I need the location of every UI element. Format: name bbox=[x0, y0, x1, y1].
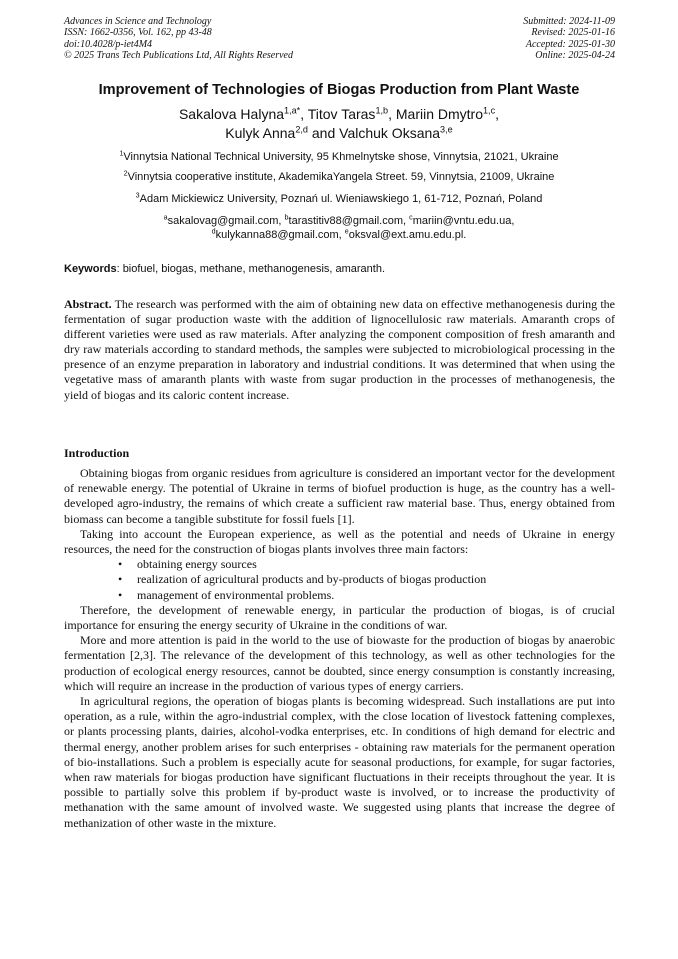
journal-name: Advances in Science and Technology bbox=[64, 16, 212, 27]
email-link[interactable]: mariin@vntu.edu.ua bbox=[412, 215, 512, 227]
list-item: • realization of agricultural products and by-products of biogas production bbox=[118, 572, 487, 587]
factor-list bbox=[64, 557, 615, 603]
journal-header-left bbox=[64, 16, 293, 62]
author-name: Kulyk Anna bbox=[225, 125, 296, 141]
email-link[interactable]: oksval@ext.amu.edu.pl bbox=[348, 229, 464, 241]
author-name: Titov Taras bbox=[307, 106, 376, 122]
list-item: • obtaining energy sources bbox=[118, 557, 257, 572]
date-revised: Revised: 2025-01-16 bbox=[531, 27, 615, 39]
bullet-icon: • bbox=[118, 557, 123, 572]
paper-title: Improvement of Technologies of Biogas Production from Plant Waste bbox=[98, 82, 580, 98]
author-name: Sakalova Halyna bbox=[178, 106, 285, 122]
paragraph: Therefore, the development of renewable energy, in particular the production of biogas, is of crucial importance for ensuring the energy security of Ukraine in the conditions of war. bbox=[64, 602, 615, 633]
affiliation-3: $^3$Adam Mickiewicz University, Poznań ul. Wieniawskiego 1, 61-712, Poznań, Poland bbox=[135, 191, 543, 205]
author-emails: $^a$sakalovag@gmail.com, $^b$tarastitiv88@gmail.com, $^c$mariin@vntu.edu.ua, $^d$kulykanna88@gmail.com, $^e$oksval@ext.amu.edu.pl. bbox=[163, 213, 515, 241]
affiliation-2: $^2$Vinnytsia cooperative institute, AkademikaYangela Street. 59, Vinnytsia, 21009, Ukraine bbox=[123, 169, 555, 183]
paragraph: More and more attention is paid in the world to the use of biowaste for the production of biogas by anaerobic fermentation [2,3]. The relevance of the development of this technology, as well as other technologies for the production of ecological energy resources, cannot be doubted, since energy consumption is constantly increasing, which will require an increase in the production of various types of energy carriers. bbox=[64, 633, 615, 693]
journal-doi: doi:10.4028/p-iet4M4 bbox=[64, 38, 153, 50]
keywords bbox=[64, 263, 616, 275]
date-accepted: Accepted: 2025-01-30 bbox=[525, 38, 615, 50]
paragraph: In agricultural regions, the operation of biogas plants is becoming widespread. Such installations are put into operation, as a rule, within the agro-industrial complex, with the close location of livestock fattening complexes, or plants processing plants, dairies, alcohol-vodka enterprises, etc. In conditions of high demand for electric and thermal energy, another problem arises for such enterprises - obtaining raw materials for the permanent operation of bio-installations. Such a problem is especially acute for seasonal productions, for example, for sugar factories, when raw materials for biogas production have significant fluctuations in their receipts throughout the year. It is possible to partially solve this problem if by-product waste is involved, or to increase the productivity of methanation with the same amount of involved waste. We suggested using plants that increase the degree of methanization of other waste in the mixture. bbox=[64, 694, 615, 830]
author-name: Valchuk Oksana bbox=[339, 125, 441, 141]
email-link[interactable]: sakalovag@gmail.com bbox=[167, 215, 279, 227]
keywords-text: : biofuel, biogas, methane, methanogenesis, amaranth. bbox=[116, 263, 386, 275]
journal-issn: ISSN: 1662-0356, Vol. 162, pp 43-48 bbox=[64, 27, 212, 39]
author-affil-sup: 1,b bbox=[375, 105, 389, 116]
author-affil-sup: 2,d bbox=[295, 124, 308, 135]
author-name: Mariin Dmytro bbox=[395, 106, 483, 122]
author-affil-sup: 3,e bbox=[440, 124, 453, 135]
author-affil-sup: 1,a* bbox=[284, 105, 301, 116]
journal-copyright: © 2025 Trans Tech Publications Ltd, All Rights Reserved bbox=[64, 50, 293, 62]
date-submitted: Submitted: 2024-11-09 bbox=[523, 16, 615, 27]
paragraph: Taking into account the European experience, as well as the potential and needs of Ukraine in energy resources, the need for the construction of biogas plants involves three main factors: bbox=[64, 526, 615, 557]
abstract-label: Abstract. bbox=[64, 297, 112, 311]
email-link[interactable]: tarastitiv88@gmail.com bbox=[288, 215, 404, 227]
keywords-label: Keywords bbox=[64, 263, 117, 275]
journal-header-right bbox=[523, 16, 615, 62]
abstract-text: The research was performed with the aim of obtaining new data on effective methanogenesis during the fermentation of sugar production waste with the addition of lignocellulosic raw materials. Amaranth crops of different varieties were used as raw materials. After analyzing the component composition of fresh amaranth and dry raw materials according to standard methods, the samples were subjected to microbiological processing in the presence of an enzyme preparation in laboratory and industrial conditions. It was determined that when using the vegetative mass of amaranth plants with waste from sugar production in the processes of methanogenesis, the yield of biogas and its caloric content increase. bbox=[64, 297, 615, 402]
affiliation-1: $^1$Vinnytsia National Technical University, 95 Khmelnytske shose, Vinnytsia, 21021, Ukraine bbox=[119, 149, 559, 163]
author-affil-sup: 1,c bbox=[483, 105, 496, 116]
introduction-body bbox=[64, 466, 615, 831]
list-item: • management of environmental problems. bbox=[118, 587, 335, 602]
email-link[interactable]: kulykanna88@gmail.com bbox=[215, 229, 339, 241]
section-heading-introduction: Introduction bbox=[64, 446, 130, 460]
author-list: Sakalova Halyna$^{1,a*}$, Titov Taras$^{1,b}$, Mariin Dmytro$^{1,c}$, Kulyk Anna$^{2,d}$ and Valchuk Oksana$^{3,e}$ bbox=[178, 105, 500, 141]
bullet-icon: • bbox=[118, 572, 123, 587]
date-online: Online: 2025-04-24 bbox=[535, 50, 615, 62]
bullet-icon: • bbox=[118, 587, 123, 602]
paragraph: Obtaining biogas from organic residues from agriculture is considered an important vector for the development of renewable energy. The potential of Ukraine in terms of biofuel production is huge, as the country has a well-developed agro-industry, the remains of which create a sufficient raw material base. Thus, energy obtained from biomass can become a tangible substitute for fossil fuels [1]. bbox=[64, 466, 615, 526]
abstract bbox=[64, 297, 615, 403]
